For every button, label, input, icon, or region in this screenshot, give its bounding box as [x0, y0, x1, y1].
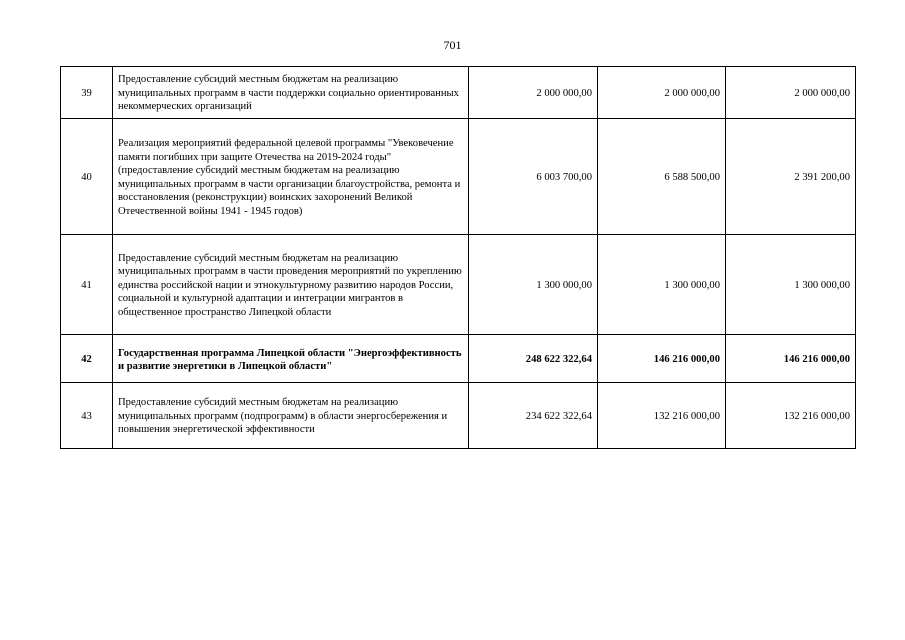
row-amount-1: 248 622 322,64 [469, 335, 598, 383]
page-number: 701 [443, 38, 462, 52]
row-number: 41 [61, 235, 113, 335]
row-amount-3: 2 391 200,00 [726, 119, 856, 235]
table-row [61, 235, 856, 335]
row-description: Предоставление субсидий местным бюджетам на реализацию муниципальных программ (подпрограмм) в области энергосбережения и повышения энергетической эффективности [113, 383, 469, 449]
row-amount-2: 132 216 000,00 [598, 383, 726, 449]
row-description: Предоставление субсидий местным бюджетам на реализацию муниципальных программ в части поддержки социально ориентированных некоммерческих организаций [113, 67, 469, 119]
row-amount-1: 1 300 000,00 [469, 235, 598, 335]
row-description: Реализация мероприятий федеральной целевой программы "Увековечение памяти погибших при защите Отечества на 2019-2024 годы" (предоставление субсидий местным бюджетам на реализацию муниципальных программ в части организации благоустройства, ремонта и восстановления (реконструкции) воинских захоронений Великой Отечественной войны 1941 - 1945 годов) [113, 119, 469, 235]
row-amount-2: 1 300 000,00 [598, 235, 726, 335]
row-amount-1: 6 003 700,00 [469, 119, 598, 235]
row-number: 42 [61, 335, 113, 383]
table-row [61, 119, 856, 235]
row-number: 39 [61, 67, 113, 119]
row-amount-1: 2 000 000,00 [469, 67, 598, 119]
row-amount-2: 2 000 000,00 [598, 67, 726, 119]
row-amount-3: 1 300 000,00 [726, 235, 856, 335]
table-row [61, 335, 856, 383]
row-amount-1: 234 622 322,64 [469, 383, 598, 449]
row-description: Государственная программа Липецкой области "Энергоэффективность и развитие энергетики в Липецкой области" [113, 335, 469, 383]
row-number: 43 [61, 383, 113, 449]
row-amount-3: 146 216 000,00 [726, 335, 856, 383]
row-number: 40 [61, 119, 113, 235]
row-description: Предоставление субсидий местным бюджетам на реализацию муниципальных программ в части проведения мероприятий по укреплению единства российской нации и этнокультурному развитию народов России, социальной и культурной адаптации и интеграции мигрантов в общественное пространство Липецкой области [113, 235, 469, 335]
table-row [61, 67, 856, 119]
row-amount-3: 2 000 000,00 [726, 67, 856, 119]
row-amount-2: 146 216 000,00 [598, 335, 726, 383]
row-amount-2: 6 588 500,00 [598, 119, 726, 235]
budget-table [60, 66, 856, 449]
table-row [61, 383, 856, 449]
row-amount-3: 132 216 000,00 [726, 383, 856, 449]
